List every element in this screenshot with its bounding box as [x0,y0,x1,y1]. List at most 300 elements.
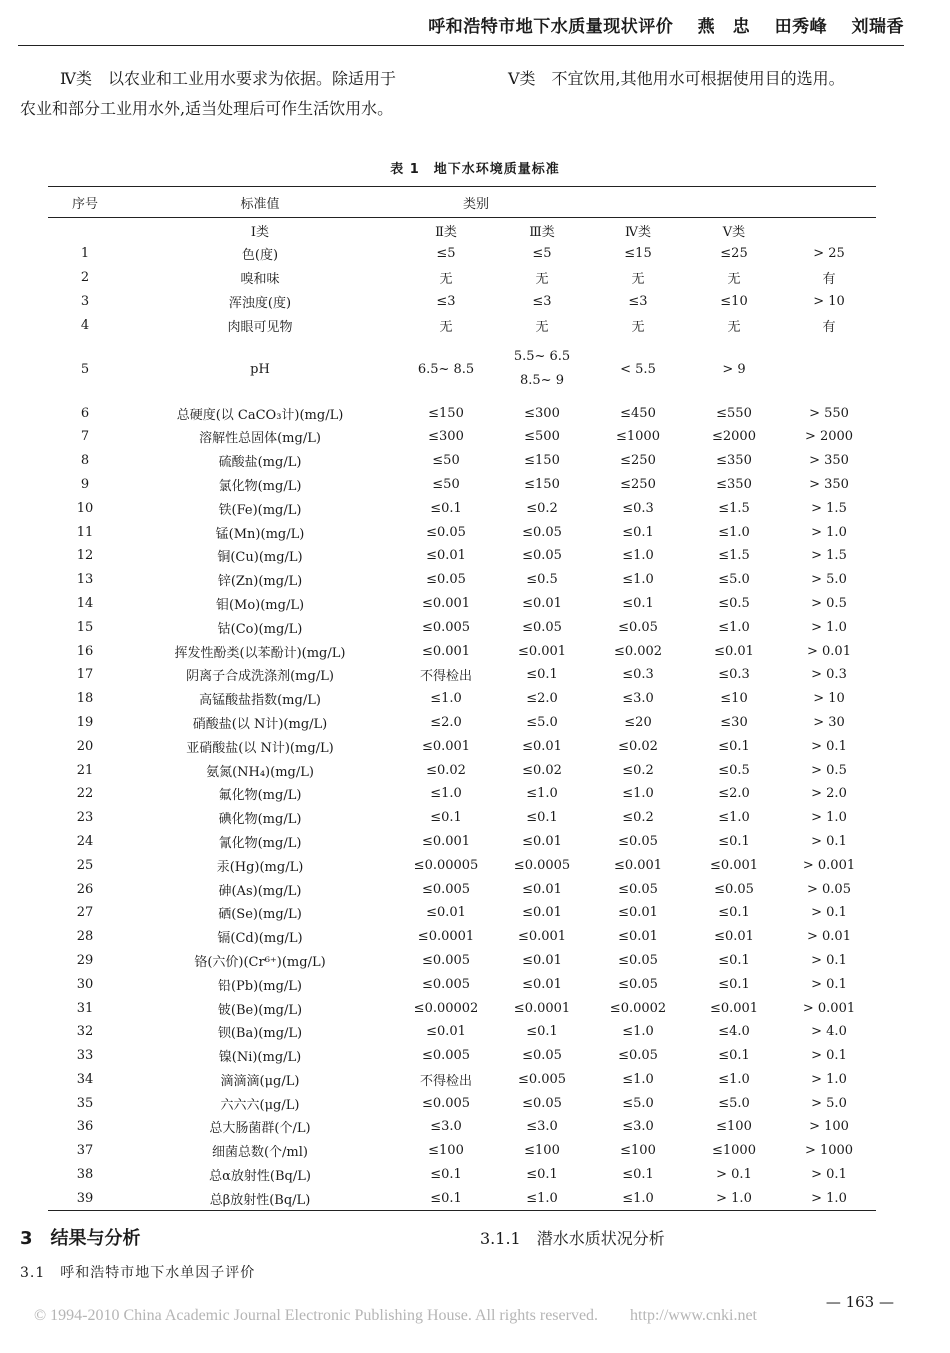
intro-class4-cont: 农业和部分工业用水外,适当处理后可作生活饮用水。 [20,99,394,118]
table-cell: 20 [76,738,94,754]
journal-title: 呼和浩特市地下水质量现状评价 [428,17,674,37]
table-cell: ≤0.05 [618,1048,658,1064]
table-row [48,830,876,854]
table-cell: ≤3.0 [526,1119,558,1135]
table-cell: 9 [80,476,90,492]
table-cell: ≤0.005 [421,952,471,968]
table-cell: > 0.5 [811,595,847,611]
author-3: 刘瑞香 [851,17,904,37]
table-cell: ≤150 [428,405,464,421]
table-cell: > 2.0 [811,786,847,802]
table-cell: ≤0.1 [526,667,558,683]
table-cell: 汞(Hg)(mg/L) [216,859,304,875]
table-cell: ≤0.05 [522,619,562,635]
table-cell: 32 [76,1024,94,1040]
table-cell: 30 [76,976,94,992]
table-cell: ≤4.0 [718,1024,750,1040]
table-cell: ≤1.0 [622,786,654,802]
table-cell: ≤300 [428,429,464,445]
table-cell: ≤0.2 [622,762,654,778]
table-cell: 总大肠菌群(个/L) [209,1121,311,1137]
table-cell: 18 [76,691,94,707]
table-cell: 13 [76,572,94,588]
table-row [48,687,876,711]
table-cell: > 1.5 [811,548,847,564]
page-number: — 163 — [825,1293,894,1311]
table-cell: ≤5.0 [622,1095,654,1111]
table-cell: ≤1.0 [622,1071,654,1087]
table-cell: ≤1.0 [526,1190,558,1206]
table-cell: 37 [76,1143,94,1159]
table-row [48,782,876,806]
table-cell: > 0.1 [811,952,847,968]
table-cell: ≤0.005 [421,881,471,897]
table-cell: ≤250 [620,453,656,469]
subheader-class3: Ⅲ类 [529,224,555,240]
table-cell: ≤50 [432,453,460,469]
table-cell: 硫酸盐(mg/L) [218,455,302,471]
table-cell: 19 [76,714,94,730]
table-cell: > 5.0 [811,1095,847,1111]
table-row [48,877,876,901]
table-cell: > 1.0 [811,619,847,635]
table-cell: ≤0.1 [430,500,462,516]
table-cell: ≤0.01 [522,976,562,992]
table-row [48,1068,876,1092]
table-cell: ≤1.5 [718,548,750,564]
table-cell: ≤0.1 [718,905,750,921]
table-cell: 36 [76,1119,94,1135]
table-cell: ≤0.00005 [413,857,479,873]
table-cell: ≤2.0 [430,714,462,730]
table-cell: ≤0.0002 [609,1000,667,1016]
table-row [48,996,876,1020]
table-cell: 10 [76,500,94,516]
table-cell: > 1.0 [811,1190,847,1206]
table-cell: ≤3 [628,293,648,309]
table-cell: > 0.1 [811,976,847,992]
table-cell: 21 [76,762,94,778]
table-cell: ≤5 [436,246,456,262]
table-cell: ≤1.0 [622,1190,654,1206]
table-cell: ≤100 [620,1143,656,1159]
table-cell: 硝酸盐(以 N计)(mg/L) [192,716,328,732]
table-cell: ≤1.0 [526,786,558,802]
table-cell: ≤0.001 [421,643,471,659]
table-cell: 无 [439,272,453,288]
table-cell: 8 [80,453,90,469]
table-row [48,1020,876,1044]
table-row [48,242,876,266]
table-cell: ≤0.1 [526,1167,558,1183]
subheader-class4: Ⅳ类 [625,224,651,240]
table-cell: ≤0.0005 [513,857,571,873]
table-cell: ≤0.05 [618,833,658,849]
table-cell: ≤1.0 [718,524,750,540]
table-cell: ≤0.5 [526,572,558,588]
table-cell: ≤0.05 [522,524,562,540]
table-cell: ≤0.05 [426,524,466,540]
table-cell: > 0.001 [802,1000,856,1016]
table-cell: 无 [535,272,549,288]
table-cell: ≤0.1 [526,810,558,826]
table-row [48,266,876,290]
table-cell: ≤0.05 [618,881,658,897]
table-row [48,1115,876,1139]
table-cell: > 0.1 [811,738,847,754]
table-row [48,639,876,663]
table-row [48,313,876,337]
table-cell: ≤0.05 [522,1095,562,1111]
table-cell: > 0.1 [811,905,847,921]
table-row [48,1044,876,1068]
table-row [48,901,876,925]
table-cell: ≤2000 [712,429,756,445]
table-cell: 溶解性总固体(mg/L) [199,431,321,447]
table-cell: ≤0.3 [718,667,750,683]
table-cell: 无 [727,272,741,288]
table-cell: 氨氮(NH₄)(mg/L) [206,764,314,780]
ph-range-low: 5.5~ 6.5 [513,349,571,365]
table-cell: ≤5.0 [718,1095,750,1111]
table-body [48,242,876,1210]
table-cell: 高锰酸盐指数(mg/L) [199,693,321,709]
table-cell: ≤550 [716,405,752,421]
table-cell: ≤0.001 [709,1000,759,1016]
table-cell: 24 [76,833,94,849]
table-row [48,734,876,758]
table-cell: ≤1.0 [718,810,750,826]
table-cell: > 0.1 [811,1048,847,1064]
table-cell: ≤0.05 [522,548,562,564]
table-cell: 氯化物(mg/L) [218,478,302,494]
table-cell: ≤1.0 [622,1024,654,1040]
table-row [48,496,876,520]
table-cell: ≤0.01 [522,905,562,921]
table-cell: 35 [76,1095,94,1111]
table-row [48,806,876,830]
table-cell: 铬(六价)(Cr⁶⁺)(mg/L) [194,954,326,970]
table-cell: 14 [76,595,94,611]
table-cell: ≤0.02 [522,762,562,778]
table-cell: 无 [631,272,645,288]
table-cell: 浑浊度(度) [228,295,292,311]
table-cell: 29 [76,952,94,968]
table-cell: ≤0.1 [718,952,750,968]
table-cell: ≤0.1 [718,833,750,849]
table-cell: 27 [76,905,94,921]
table-cell: ≤0.001 [613,857,663,873]
table-cell: > 550 [809,405,849,421]
table-cell: 7 [80,429,90,445]
table-cell: ≤1.5 [718,500,750,516]
table-cell: 3 [80,293,90,309]
ph-range-high: 8.5~ 9 [520,373,564,389]
table-cell: 氰化物(mg/L) [218,835,302,851]
table-cell: ≤3.0 [622,691,654,707]
table-cell: ≤3 [532,293,552,309]
table-cell: > 0.1 [716,1167,752,1183]
table-cell: 15 [76,619,94,635]
table-cell: > 0.05 [807,881,851,897]
table-cell: 12 [76,548,94,564]
table-cell: 17 [76,667,94,683]
table-cell: 4 [80,317,90,333]
table-cell: 碘化物(mg/L) [218,812,302,828]
table-cell: ≤0.001 [421,738,471,754]
table-cell: ≤0.1 [718,738,750,754]
table-cell: > 0.01 [807,929,851,945]
table-cell: ≤0.005 [421,1095,471,1111]
table-cell: 挥发性酚类(以苯酚计)(mg/L) [174,645,346,661]
table-row [48,1163,876,1187]
table-row [48,1091,876,1115]
table-cell: > 5.0 [811,572,847,588]
table-cell: 无 [535,319,549,335]
table-cell: ≤0.05 [714,881,754,897]
header-standard: 标准值 [240,196,280,212]
table-cell: ≤25 [720,246,748,262]
header-category: 类别 [462,196,489,212]
table-cell: ≤0.5 [718,595,750,611]
table-row [48,592,876,616]
table-cell: > 0.1 [811,833,847,849]
table-cell: 滴滴滴(μg/L) [220,1073,300,1089]
table-cell: 亚硝酸盐(以 N计)(mg/L) [186,740,334,756]
table-cell: ≤0.02 [618,738,658,754]
table-cell: > 0.3 [811,667,847,683]
table-cell: ≤0.1 [622,1167,654,1183]
table-cell: ≤0.001 [421,595,471,611]
table-cell: 25 [76,857,94,873]
table-cell: 5 [80,361,90,377]
table-cell: ≤0.01 [522,881,562,897]
table-cell: > 30 [813,714,845,730]
table-cell: 阴离子合成洗涤剂(mg/L) [186,669,334,685]
table-cell: ≤150 [524,453,560,469]
table-cell: 细菌总数(个/ml) [211,1145,308,1161]
table-row [48,925,876,949]
table-cell: ≤0.05 [522,1048,562,1064]
table-cell: > 4.0 [811,1024,847,1040]
table-cell: 总硬度(以 CaCO₃计)(mg/L) [176,407,344,423]
table-cell: ≤0.1 [430,810,462,826]
table-cell: ≤150 [524,476,560,492]
table-cell: ≤0.01 [426,905,466,921]
table-cell: ≤5 [532,246,552,262]
subheader-class5: Ⅴ类 [722,224,746,240]
table-cell: ≤0.002 [613,643,663,659]
table-cell: 铜(Cu)(mg/L) [217,550,303,566]
section-3-1-heading: 3.1 呼和浩特市地下水单因子评价 [20,1265,256,1281]
table-row [48,568,876,592]
table-row [48,544,876,568]
table-row [48,711,876,735]
table-cell: 铍(Be)(mg/L) [217,1002,303,1018]
table-cell: ≤0.05 [618,976,658,992]
table-cell: ≤30 [720,714,748,730]
subheader-class1: Ⅰ类 [250,224,270,240]
table-cell: 钼(Mo)(mg/L) [215,597,305,613]
table-row [48,1186,876,1210]
header-seq: 序号 [71,196,98,212]
table-cell: 镉(Cd)(mg/L) [217,931,303,947]
table-cell: 锌(Zn)(mg/L) [217,574,303,590]
table-cell: 26 [76,881,94,897]
table-cell: ≤0.05 [618,619,658,635]
table-cell: ≤0.0001 [513,1000,571,1016]
table-cell: > 1.0 [716,1190,752,1206]
table-cell: ≤0.3 [622,500,654,516]
table-cell: 不得检出 [419,669,472,685]
table-cell: > 0.01 [807,643,851,659]
table-row [48,473,876,497]
table-cell: 31 [76,1000,94,1016]
table-cell: > 350 [809,453,849,469]
table-cell: ≤500 [524,429,560,445]
table-cell: ≤0.1 [526,1024,558,1040]
table-cell: > 1.5 [811,500,847,516]
table-cell: ≤0.1 [622,524,654,540]
table-cell: ≤5.0 [526,714,558,730]
table-row [48,615,876,639]
table-cell: 无 [631,319,645,335]
table-cell: > 350 [809,476,849,492]
table-cell: 钡(Ba)(mg/L) [217,1026,303,1042]
table-cell: ≤0.01 [618,905,658,921]
table-cell: ≤350 [716,453,752,469]
table-cell: ≤0.5 [718,762,750,778]
table-cell: 硒(Se)(mg/L) [218,907,302,923]
table-row [48,425,876,449]
table-row [48,972,876,996]
table-cell: ≤0.01 [618,929,658,945]
table-cell: ≤100 [716,1119,752,1135]
table-cell: ≤0.01 [522,952,562,968]
table-cell: 有 [822,272,836,288]
table-cell: ≤0.1 [622,595,654,611]
table-cell [494,345,590,393]
table-cell: 铁(Fe)(mg/L) [218,502,302,518]
table-cell: ≤0.01 [714,929,754,945]
table-cell: ≤2.0 [718,786,750,802]
table-cell: 23 [76,810,94,826]
table-cell: > 2000 [804,429,854,445]
table-cell: ≤100 [428,1143,464,1159]
table-cell: ≤0.1 [430,1190,462,1206]
table-row [48,401,876,425]
table-cell: 1 [80,246,90,262]
table-cell: ≤0.01 [426,548,466,564]
table-cell: > 1.0 [811,524,847,540]
copyright-footer: © 1994-2010 China Academic Journal Electronic Publishing House. All rights reserved. http://www.cnki.net [34,1307,758,1324]
table-cell: 38 [76,1167,94,1183]
author-1: 燕 忠 [697,17,751,37]
table-header-row [48,187,876,217]
table-cell: 钴(Co)(mg/L) [217,621,303,637]
intro-class4: Ⅳ类 以农业和工业用水要求为依据。除适用于 [60,69,396,88]
table-cell: 嗅和味 [240,272,280,288]
table-cell: 锰(Mn)(mg/L) [215,526,305,542]
table-row [48,758,876,782]
table-cell: ≤0.01 [426,1024,466,1040]
table-cell: ≤0.001 [517,929,567,945]
table-cell: ≤3.0 [622,1119,654,1135]
table-cell: ≤5.0 [718,572,750,588]
table-cell: > 100 [809,1119,849,1135]
table-cell: ≤20 [624,714,652,730]
table-cell: > 10 [813,293,845,309]
table-cell: ≤100 [524,1143,560,1159]
table-cell: ≤0.0001 [417,929,475,945]
table-cell: ≤0.2 [622,810,654,826]
table-row [48,520,876,544]
table-cell: 六六六(μg/L) [220,1097,300,1113]
table-row [48,853,876,877]
table-cell: pH [250,361,270,377]
table-cell: ≤0.005 [421,976,471,992]
table-cell: > 0.1 [811,1167,847,1183]
intro-left [20,64,450,124]
table-row [48,449,876,473]
table-cell: > 0.5 [811,762,847,778]
table-cell: ≤0.005 [421,619,471,635]
table-cell: ≤1.0 [430,786,462,802]
table-cell: 6 [80,405,90,421]
table-cell: ≤1.0 [622,572,654,588]
table-cell: ≤0.01 [714,643,754,659]
table-cell: ≤0.01 [522,833,562,849]
table-cell: ≤0.1 [718,976,750,992]
table-cell: > 9 [722,361,746,377]
table-cell: > 1.0 [811,810,847,826]
table-cell: 铅(Pb)(mg/L) [217,978,303,994]
table-row [48,663,876,687]
table-cell: 无 [727,319,741,335]
table-cell: 16 [76,643,94,659]
table-cell: 22 [76,786,94,802]
intro-class5: Ⅴ类 不宜饮用,其他用水可根据使用目的选用。 [508,69,845,88]
table-cell: ≤0.001 [517,643,567,659]
table-cell: ≤1000 [712,1143,756,1159]
table-cell: ≤0.3 [622,667,654,683]
table-cell: ≤1000 [616,429,660,445]
section-3-heading: 3 结果与分析 [20,1228,141,1249]
table-cell: ≤15 [624,246,652,262]
table-cell: ≤0.05 [426,572,466,588]
table-cell: ≤1.0 [622,548,654,564]
table-cell: < 5.5 [620,361,656,377]
table-row [48,337,876,401]
table-cell: 不得检出 [419,1073,472,1089]
table-row [48,1139,876,1163]
table-cell: ≤0.005 [421,1048,471,1064]
table-cell: ≤0.001 [421,833,471,849]
table-cell: ≤10 [720,691,748,707]
table-cell: > 1.0 [811,1071,847,1087]
table-cell: ≤0.05 [618,952,658,968]
table-cell: 2 [80,270,90,286]
table-cell: ≤1.0 [718,619,750,635]
table-cell: 砷(As)(mg/L) [218,883,302,899]
table-cell: ≤250 [620,476,656,492]
table-cell: 6.5~ 8.5 [417,361,475,377]
table-cell: ≤450 [620,405,656,421]
table-cell: ≤0.1 [718,1048,750,1064]
section-3-1-1-heading: 3.1.1 潜水水质状况分析 [480,1229,665,1248]
table-cell: 39 [76,1190,94,1206]
bottom-rule [48,1210,876,1211]
